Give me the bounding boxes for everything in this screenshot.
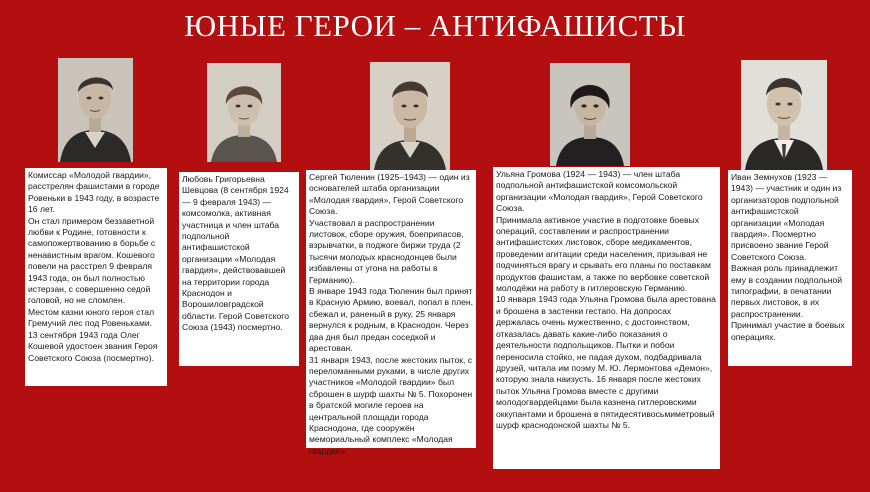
- portrait-young-woman-icon: [207, 63, 281, 162]
- hero-text: Важная роль принадлежит ему в создании подпольной типографии, в печатании первых листовок, в их распространении.: [731, 263, 843, 319]
- hero-text: Он стал примером беззаветной любви к Родине, готовности к самопожертвованию в борьбе с ненавистным врагом. Кошевого повели на расстрел 9 февраля 1943 года, он был полностью истерзан, с совершенно седой головой, но не сломлен.: [28, 215, 156, 306]
- hero-card-tyulenin: [306, 170, 476, 456]
- portrait-young-man-icon: [370, 62, 450, 170]
- photo-koshevoy: [58, 58, 133, 162]
- hero-text: Сергей Тюленин (1925–1943) — один из основателей штаба организации «Молодая гвардия», Герой Советского Союза.: [309, 172, 470, 217]
- hero-text: Комиссар «Молодой гвардии», расстрелян фашистами в городе Ровеньки в 1943 году, в возрасте 16 лет.: [28, 170, 160, 215]
- slide-title: ЮНЫЕ ГЕРОИ – АНТИФАШИСТЫ: [184, 8, 686, 43]
- hero-text: Принимала активное участие в подготовке боевых операций, составлении и распространении антифашистских листовок, сборе медикаментов, проведении агитации среди населения, призывая не подчиняться врагу и срывать его планы по поставкам продуктов фашистам, а также по вербовке советской молодёжи на работу в гитлеровскую Германию.: [496, 214, 711, 294]
- portrait-young-woman-braids-icon: [550, 63, 630, 166]
- hero-text: В январе 1943 года Тюленин был принят в Красную Армию, воевал, попал в плен, сбежал и, раненый в руку, 25 января вернулся к родным, в Краснодон. Через два дня был предан соседкой и арестован.: [309, 286, 473, 354]
- hero-text: Принимал участие в боевых операциях.: [731, 320, 845, 342]
- portrait-young-man-collar-icon: [58, 58, 133, 162]
- photo-shevtsova: [207, 63, 281, 162]
- hero-card-zemnukhov: [728, 170, 852, 366]
- portrait-young-man-suit-icon: [741, 60, 827, 170]
- hero-text: 10 января 1943 года Ульяна Громова была арестована и брошена в застенки гестапо. На допросах держалась очень мужественно, с достоинством, отказалась давать какие-либо показания о деятельности подпольщиков. Пытки и побои переносила стойко, не падая духом, подбадривала друзей, читала им поэму М. Ю. Лермонтова «Демон», которую знала наизусть. 16 января после жестоких пыток Ульяна Громова вместе с другими молодогвардейцами была казнена гитлеровскими оккупантами и брошена в пятидесятивосьмиметровый шурф краснодонской шахты № 5.: [496, 294, 716, 430]
- hero-text: Участвовал в распространении листовок, сборе оружия, боеприпасов, взрывчатки, в поджоге биржи труда (2 тысячи молодых краснодонцев были избавлены от угона на работы в Германию).: [309, 217, 464, 285]
- hero-text: Иван Земнухов (1923 — 1943) — участник и один из организаторов подпольной антифашистской организации «Молодая гвардия». Посмертно присвоено звание Герой Советского Союза.: [731, 172, 842, 262]
- photo-gromova: [550, 63, 630, 166]
- hero-text: Местом казни юного героя стал Гремучий лес под Ровеньками.: [28, 306, 155, 329]
- photo-zemnukhov: [741, 60, 827, 170]
- hero-text: Любовь Григорьевна Шевцова (8 сентября 1924 — 9 февраля 1943) — комсомолка, активная участница и член штаба подпольной антифашистской организации «Молодая гвардия», действовавшей на территории города Краснодон и Ворошиловградской области. Герой Советского Союза (1943) посмертно.: [182, 174, 289, 333]
- photo-tyulenin: [370, 62, 450, 170]
- hero-text: Ульяна Громова (1924 — 1943) — член штаба подпольной антифашистской комсомольской организации «Молодая гвардия», Герой Советского Союза.: [496, 169, 703, 214]
- hero-text: 13 сентября 1943 года Олег Кошевой удостоен звания Героя Советского Союза (посмертно).: [28, 329, 158, 363]
- hero-card-koshevoy: [25, 168, 167, 386]
- hero-card-shevtsova: [179, 172, 299, 366]
- hero-card-gromova: [493, 167, 720, 469]
- hero-text: 31 января 1943, после жестоких пыток, с переломанными руками, в числе других участников «Молодой гвардии» был сброшен в шурф шахты № 5. Похоронен в братской могиле героев на центральной площади города Краснодона, где сооружён мемориальный комплекс «Молодая гвардия».: [309, 354, 473, 456]
